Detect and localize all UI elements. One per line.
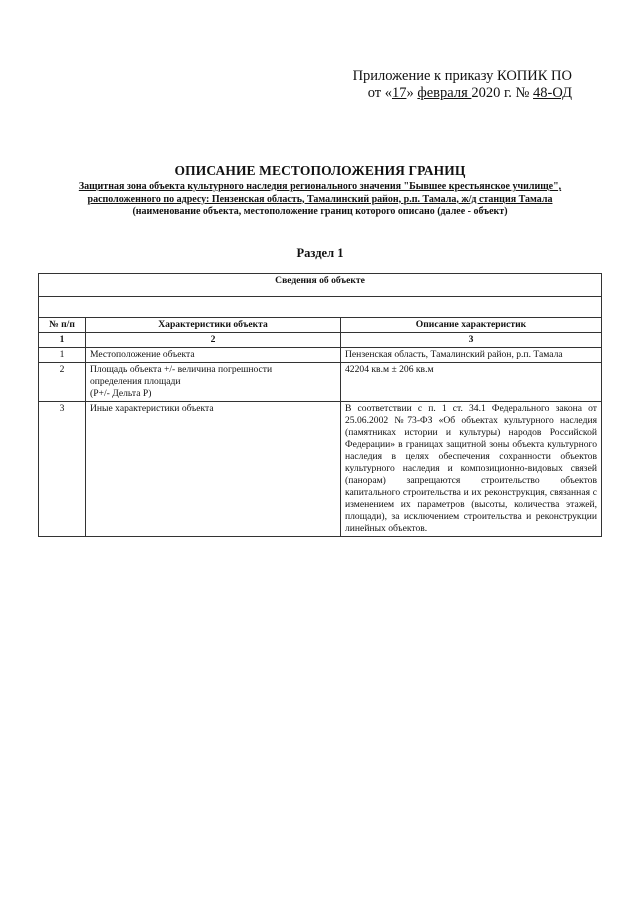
column-number-2: 2 — [86, 333, 341, 348]
table-row — [39, 363, 602, 402]
table-column-numbers-row — [39, 333, 602, 348]
order-date-mid: » — [406, 85, 418, 101]
order-day: 17 — [391, 85, 407, 101]
order-number: 48-ОД — [533, 85, 572, 101]
row-characteristic — [86, 348, 341, 363]
row-characteristic — [86, 363, 341, 402]
object-name-caption: (наименование объекта, местоположение границ которого описано (далее - объект) — [132, 206, 508, 217]
header-number: № п/п — [39, 318, 86, 333]
table-row — [39, 402, 602, 537]
table-caption: Сведения об объекте — [39, 274, 602, 297]
column-number-1: 1 — [39, 333, 86, 348]
column-number-3: 3 — [341, 333, 602, 348]
row-description: В соответствии с п. 1 ст. 34.1 Федерального закона от 25.06.2002 №73-ФЗ «Об объектах культурного наследия (памятниках истории и культуры) народов Российской Федерации» в границах защитной зоны объекта культурного наследия в целях обеспечения сохранности объектов культурного наследия и композиционно-видовых связей (панорам) запрещаются строительство объектов капитального строительства и их реконструкция, связанная с изменением их параметров (высоты, количества этажей, площади), за исключением строительства и реконструкции линейных объектов. — [341, 402, 602, 537]
row-number: 2 — [39, 363, 86, 402]
row-characteristic — [86, 402, 341, 537]
table-row — [39, 348, 602, 363]
table-header-row — [39, 318, 602, 333]
section-title: Раздел 1 — [296, 246, 344, 260]
object-name-line-2: расположенного по адресу: Пензенская область, Тамалинский район, р.п. Тамала, ж/д станция Тамала — [87, 193, 553, 205]
header-description: Описание характеристик — [341, 318, 602, 333]
table-empty-cell — [39, 297, 602, 318]
characteristic-line: определения площади — [90, 376, 181, 387]
table-empty-row — [39, 297, 602, 318]
characteristic-line: Площадь объекта +/- величина погрешности — [90, 364, 273, 375]
object-info-table — [38, 273, 602, 537]
characteristic-line: (Р+/- Дельта Р) — [90, 388, 152, 399]
row-description: Пензенская область, Тамалинский район, р.п. Тамала — [341, 348, 602, 363]
row-number: 1 — [39, 348, 86, 363]
characteristic-line: Иные характеристики объекта — [90, 403, 214, 414]
header-characteristics: Характеристики объекта — [86, 318, 341, 333]
object-name-line-1: Защитная зона объекта культурного наследия регионального значения "Бывшее крестьянское училище", — [78, 181, 562, 192]
table-caption-row — [39, 274, 602, 297]
order-line-1: Приложение к приказу КОПИК ПО — [352, 68, 572, 84]
row-number: 3 — [39, 402, 86, 537]
row-description: 42204 кв.м ± 206 кв.м — [341, 363, 602, 402]
order-month: февраля — [417, 85, 472, 101]
order-date-prefix: от « — [367, 85, 392, 101]
document-title-block — [20, 163, 620, 219]
document-title: ОПИСАНИЕ МЕСТОПОЛОЖЕНИЯ ГРАНИЦ — [174, 163, 466, 178]
order-reference — [353, 68, 572, 102]
order-year: 2020 г. № — [471, 85, 534, 101]
order-line-2 — [353, 85, 572, 102]
characteristic-line: Местоположение объекта — [90, 349, 195, 360]
